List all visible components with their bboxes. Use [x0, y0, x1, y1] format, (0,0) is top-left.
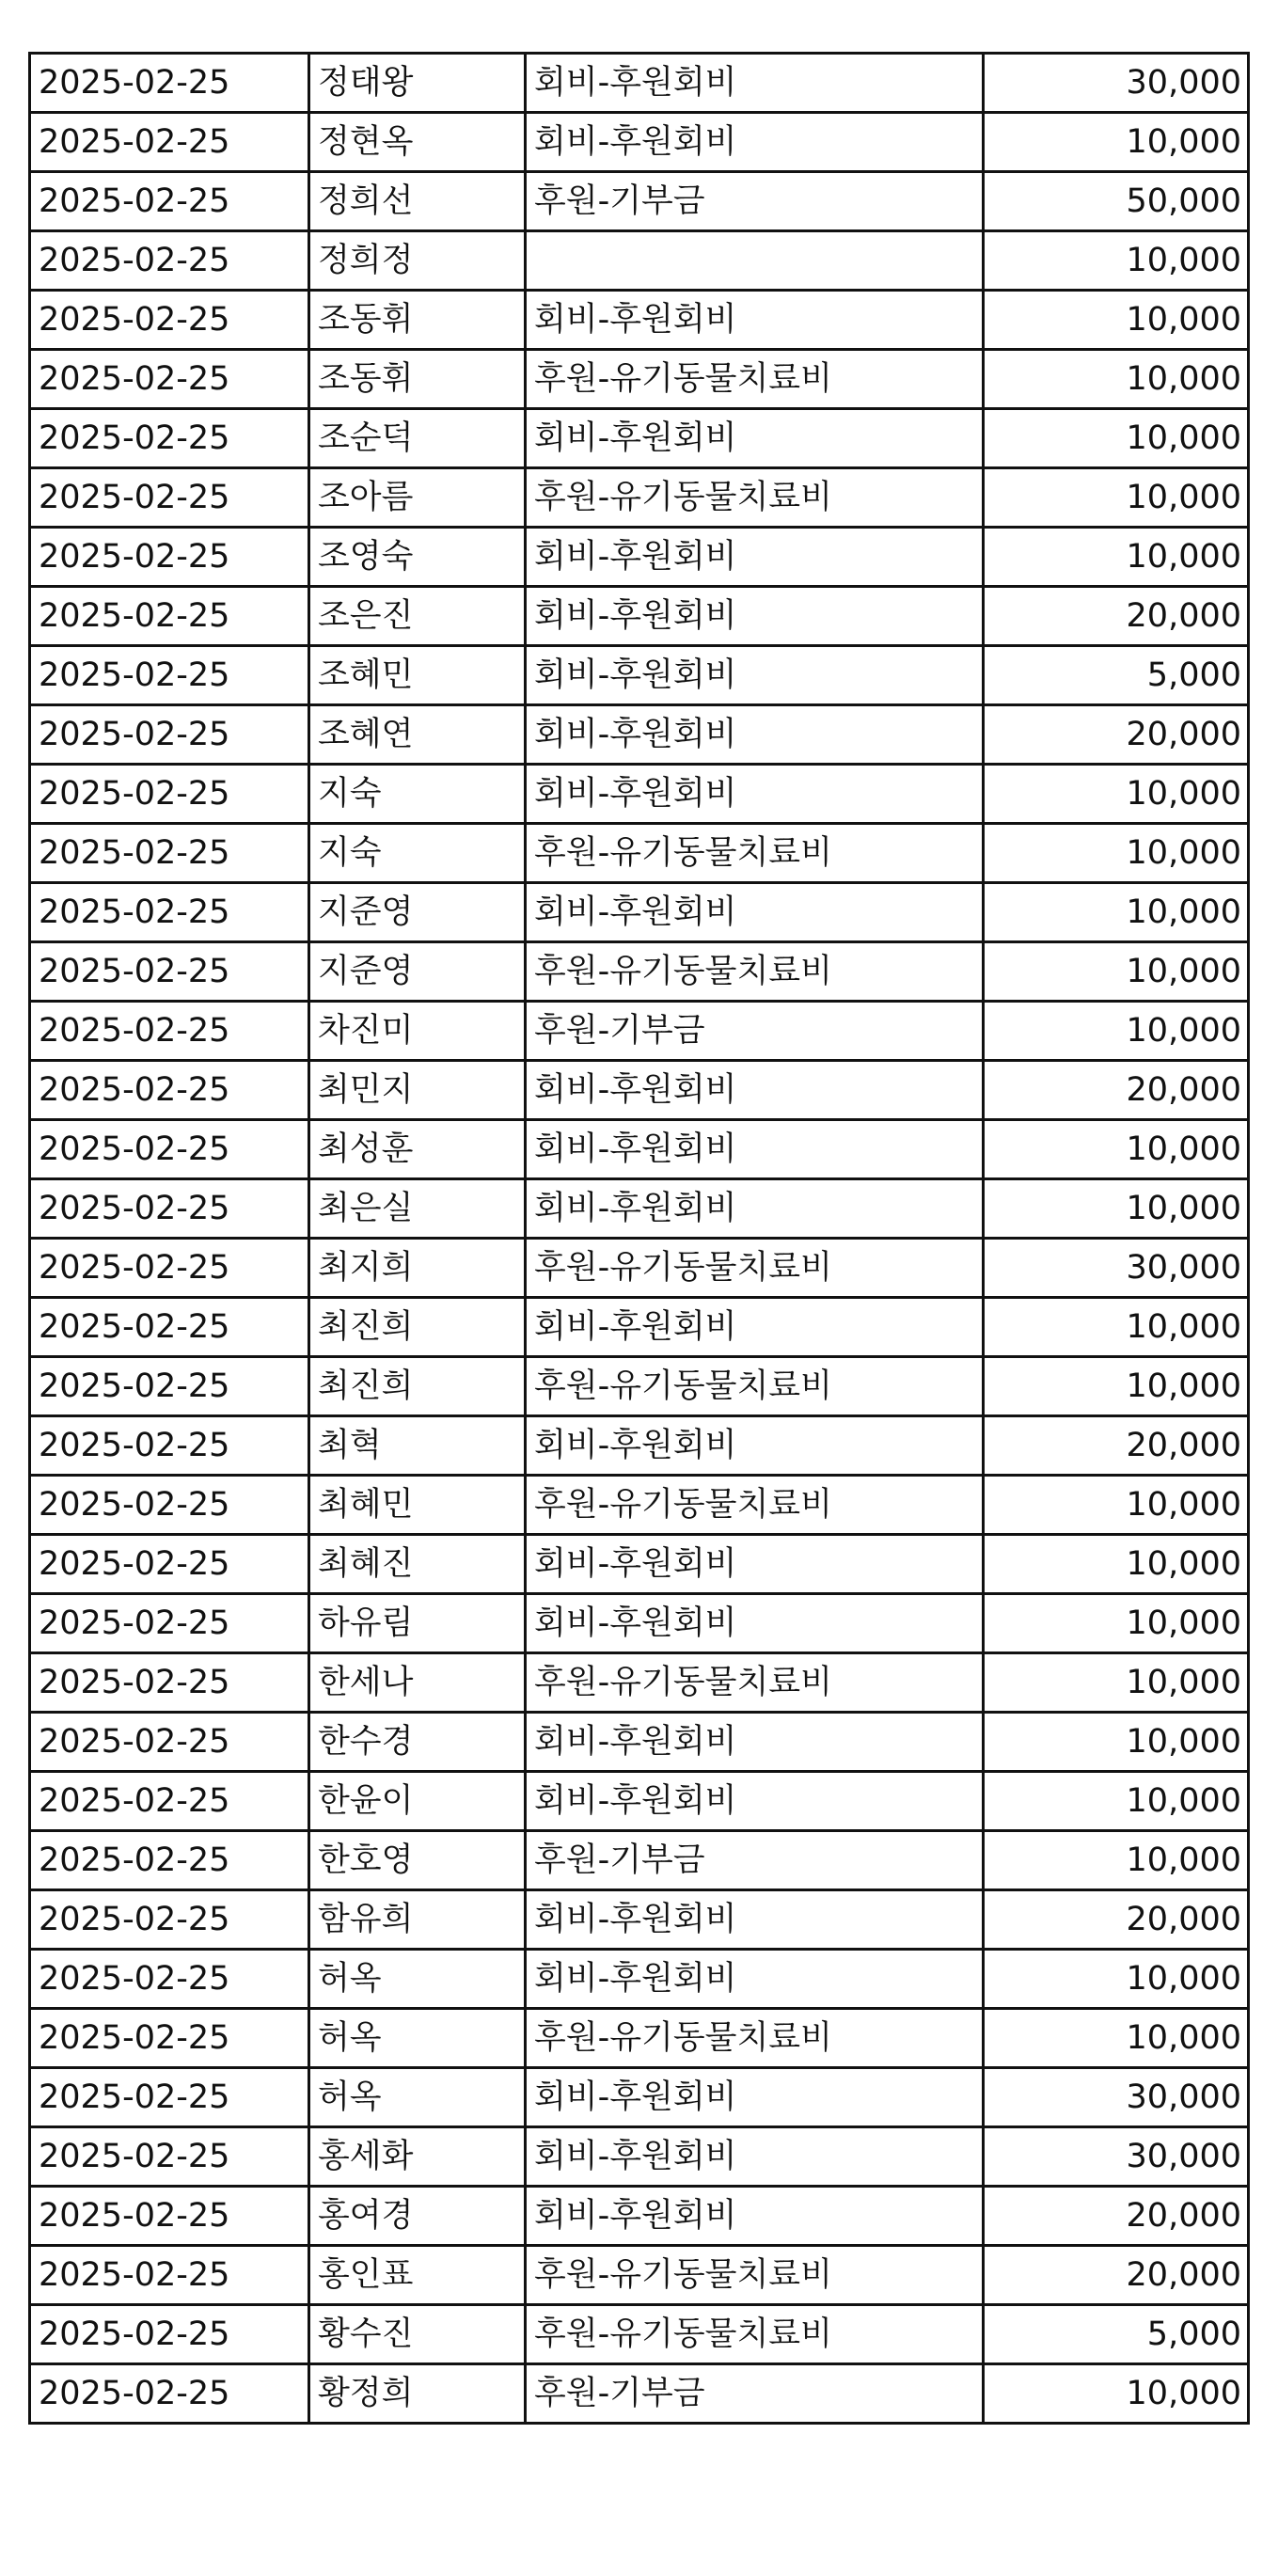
category-cell: 회비-후원회비	[526, 1772, 984, 1831]
date-cell: 2025-02-25	[30, 409, 309, 468]
name-cell: 조혜민	[309, 646, 526, 705]
amount-cell: 10,000	[984, 942, 1249, 1002]
amount-cell: 10,000	[984, 1535, 1249, 1594]
category-cell: 후원-유기동물치료비	[526, 2305, 984, 2364]
category-cell: 후원-유기동물치료비	[526, 2246, 984, 2305]
name-cell: 한윤이	[309, 1772, 526, 1831]
name-cell: 하유림	[309, 1594, 526, 1653]
date-cell: 2025-02-25	[30, 1002, 309, 1061]
category-cell: 회비-후원회비	[526, 883, 984, 942]
date-cell: 2025-02-25	[30, 1713, 309, 1772]
category-cell: 회비-후원회비	[526, 1594, 984, 1653]
amount-cell: 10,000	[984, 113, 1249, 172]
category-cell: 회비-후원회비	[526, 1535, 984, 1594]
name-cell: 홍인표	[309, 2246, 526, 2305]
amount-cell: 10,000	[984, 1594, 1249, 1653]
category-cell: 회비-후원회비	[526, 1061, 984, 1120]
date-cell: 2025-02-25	[30, 231, 309, 291]
date-cell: 2025-02-25	[30, 1061, 309, 1120]
date-cell: 2025-02-25	[30, 1950, 309, 2009]
table-row	[30, 1476, 1249, 1535]
table-row	[30, 1653, 1249, 1713]
amount-cell: 20,000	[984, 2246, 1249, 2305]
name-cell: 최지희	[309, 1239, 526, 1298]
amount-cell: 10,000	[984, 1357, 1249, 1416]
date-cell: 2025-02-25	[30, 1653, 309, 1713]
name-cell: 최혜진	[309, 1535, 526, 1594]
name-cell: 조영숙	[309, 528, 526, 587]
date-cell: 2025-02-25	[30, 2127, 309, 2187]
table-row	[30, 54, 1249, 113]
name-cell: 조동휘	[309, 350, 526, 409]
table-row	[30, 528, 1249, 587]
date-cell: 2025-02-25	[30, 350, 309, 409]
category-cell: 회비-후원회비	[526, 705, 984, 765]
date-cell: 2025-02-25	[30, 1890, 309, 1950]
category-cell: 회비-후원회비	[526, 587, 984, 646]
category-cell: 후원-유기동물치료비	[526, 1239, 984, 1298]
date-cell: 2025-02-25	[30, 291, 309, 350]
name-cell: 지숙	[309, 824, 526, 883]
table-row	[30, 883, 1249, 942]
name-cell: 최진희	[309, 1298, 526, 1357]
amount-cell: 10,000	[984, 765, 1249, 824]
amount-cell: 10,000	[984, 528, 1249, 587]
category-cell: 후원-유기동물치료비	[526, 2009, 984, 2068]
table-row	[30, 1831, 1249, 1890]
table-row	[30, 1239, 1249, 1298]
category-cell: 회비-후원회비	[526, 528, 984, 587]
date-cell: 2025-02-25	[30, 1239, 309, 1298]
category-cell: 회비-후원회비	[526, 1416, 984, 1476]
amount-cell: 10,000	[984, 1298, 1249, 1357]
date-cell: 2025-02-25	[30, 1298, 309, 1357]
category-cell	[526, 231, 984, 291]
amount-cell: 10,000	[984, 824, 1249, 883]
name-cell: 조은진	[309, 587, 526, 646]
table-row	[30, 468, 1249, 528]
category-cell: 회비-후원회비	[526, 1179, 984, 1239]
category-cell: 회비-후원회비	[526, 409, 984, 468]
amount-cell: 10,000	[984, 1476, 1249, 1535]
category-cell: 회비-후원회비	[526, 54, 984, 113]
name-cell: 조아름	[309, 468, 526, 528]
category-cell: 회비-후원회비	[526, 1890, 984, 1950]
date-cell: 2025-02-25	[30, 2305, 309, 2364]
date-cell: 2025-02-25	[30, 2187, 309, 2246]
amount-cell: 20,000	[984, 1890, 1249, 1950]
category-cell: 후원-기부금	[526, 1002, 984, 1061]
name-cell: 최성훈	[309, 1120, 526, 1179]
date-cell: 2025-02-25	[30, 2009, 309, 2068]
date-cell: 2025-02-25	[30, 2246, 309, 2305]
date-cell: 2025-02-25	[30, 883, 309, 942]
table-row	[30, 1002, 1249, 1061]
table-row	[30, 1120, 1249, 1179]
name-cell: 황수진	[309, 2305, 526, 2364]
table-row	[30, 1950, 1249, 2009]
category-cell: 회비-후원회비	[526, 113, 984, 172]
category-cell: 회비-후원회비	[526, 1950, 984, 2009]
name-cell: 지준영	[309, 942, 526, 1002]
donation-ledger-table	[28, 52, 1250, 2425]
table-row	[30, 2187, 1249, 2246]
date-cell: 2025-02-25	[30, 1594, 309, 1653]
category-cell: 회비-후원회비	[526, 765, 984, 824]
amount-cell: 10,000	[984, 1179, 1249, 1239]
name-cell: 홍여경	[309, 2187, 526, 2246]
date-cell: 2025-02-25	[30, 2068, 309, 2127]
amount-cell: 10,000	[984, 1653, 1249, 1713]
table-row	[30, 231, 1249, 291]
name-cell: 허옥	[309, 2009, 526, 2068]
name-cell: 정태왕	[309, 54, 526, 113]
category-cell: 후원-유기동물치료비	[526, 1476, 984, 1535]
amount-cell: 10,000	[984, 1713, 1249, 1772]
category-cell: 후원-유기동물치료비	[526, 942, 984, 1002]
amount-cell: 10,000	[984, 1120, 1249, 1179]
category-cell: 후원-기부금	[526, 1831, 984, 1890]
category-cell: 후원-기부금	[526, 2364, 984, 2424]
date-cell: 2025-02-25	[30, 646, 309, 705]
table-row	[30, 2068, 1249, 2127]
name-cell: 최민지	[309, 1061, 526, 1120]
amount-cell: 10,000	[984, 883, 1249, 942]
amount-cell: 20,000	[984, 705, 1249, 765]
amount-cell: 10,000	[984, 1772, 1249, 1831]
category-cell: 회비-후원회비	[526, 291, 984, 350]
amount-cell: 10,000	[984, 291, 1249, 350]
name-cell: 최은실	[309, 1179, 526, 1239]
table-row	[30, 2305, 1249, 2364]
date-cell: 2025-02-25	[30, 1772, 309, 1831]
category-cell: 후원-유기동물치료비	[526, 824, 984, 883]
date-cell: 2025-02-25	[30, 113, 309, 172]
name-cell: 황정희	[309, 2364, 526, 2424]
table-row	[30, 2364, 1249, 2424]
date-cell: 2025-02-25	[30, 942, 309, 1002]
category-cell: 후원-유기동물치료비	[526, 468, 984, 528]
category-cell: 후원-유기동물치료비	[526, 1357, 984, 1416]
category-cell: 후원-유기동물치료비	[526, 1653, 984, 1713]
category-cell: 후원-유기동물치료비	[526, 350, 984, 409]
date-cell: 2025-02-25	[30, 468, 309, 528]
table-row	[30, 1535, 1249, 1594]
amount-cell: 10,000	[984, 468, 1249, 528]
name-cell: 한수경	[309, 1713, 526, 1772]
date-cell: 2025-02-25	[30, 1535, 309, 1594]
amount-cell: 10,000	[984, 409, 1249, 468]
name-cell: 한호영	[309, 1831, 526, 1890]
category-cell: 회비-후원회비	[526, 1120, 984, 1179]
date-cell: 2025-02-25	[30, 172, 309, 231]
table-row	[30, 1298, 1249, 1357]
table-row	[30, 2009, 1249, 2068]
category-cell: 회비-후원회비	[526, 1713, 984, 1772]
category-cell: 회비-후원회비	[526, 2187, 984, 2246]
table-row	[30, 765, 1249, 824]
amount-cell: 20,000	[984, 1416, 1249, 1476]
table-row	[30, 1416, 1249, 1476]
amount-cell: 10,000	[984, 350, 1249, 409]
amount-cell: 30,000	[984, 2127, 1249, 2187]
date-cell: 2025-02-25	[30, 705, 309, 765]
name-cell: 최진희	[309, 1357, 526, 1416]
table-row	[30, 2246, 1249, 2305]
category-cell: 회비-후원회비	[526, 2068, 984, 2127]
amount-cell: 5,000	[984, 646, 1249, 705]
name-cell: 홍세화	[309, 2127, 526, 2187]
date-cell: 2025-02-25	[30, 54, 309, 113]
table-row	[30, 646, 1249, 705]
table-row	[30, 409, 1249, 468]
amount-cell: 20,000	[984, 1061, 1249, 1120]
name-cell: 최혜민	[309, 1476, 526, 1535]
ledger-table-body	[30, 54, 1249, 2424]
table-row	[30, 824, 1249, 883]
date-cell: 2025-02-25	[30, 824, 309, 883]
amount-cell: 10,000	[984, 231, 1249, 291]
name-cell: 지숙	[309, 765, 526, 824]
table-row	[30, 1890, 1249, 1950]
table-row	[30, 113, 1249, 172]
date-cell: 2025-02-25	[30, 1357, 309, 1416]
table-row	[30, 1713, 1249, 1772]
date-cell: 2025-02-25	[30, 1831, 309, 1890]
amount-cell: 20,000	[984, 587, 1249, 646]
name-cell: 정현옥	[309, 113, 526, 172]
amount-cell: 30,000	[984, 54, 1249, 113]
category-cell: 회비-후원회비	[526, 646, 984, 705]
table-row	[30, 587, 1249, 646]
amount-cell: 10,000	[984, 2009, 1249, 2068]
amount-cell: 10,000	[984, 1950, 1249, 2009]
date-cell: 2025-02-25	[30, 1120, 309, 1179]
date-cell: 2025-02-25	[30, 1476, 309, 1535]
name-cell: 허옥	[309, 2068, 526, 2127]
table-row	[30, 1594, 1249, 1653]
name-cell: 차진미	[309, 1002, 526, 1061]
table-row	[30, 942, 1249, 1002]
name-cell: 한세나	[309, 1653, 526, 1713]
table-row	[30, 350, 1249, 409]
name-cell: 허옥	[309, 1950, 526, 2009]
table-row	[30, 1179, 1249, 1239]
table-row	[30, 2127, 1249, 2187]
date-cell: 2025-02-25	[30, 528, 309, 587]
name-cell: 최혁	[309, 1416, 526, 1476]
table-row	[30, 1061, 1249, 1120]
date-cell: 2025-02-25	[30, 1179, 309, 1239]
date-cell: 2025-02-25	[30, 765, 309, 824]
name-cell: 정희선	[309, 172, 526, 231]
amount-cell: 20,000	[984, 2187, 1249, 2246]
name-cell: 지준영	[309, 883, 526, 942]
date-cell: 2025-02-25	[30, 587, 309, 646]
table-row	[30, 1772, 1249, 1831]
amount-cell: 30,000	[984, 1239, 1249, 1298]
category-cell: 회비-후원회비	[526, 1298, 984, 1357]
amount-cell: 50,000	[984, 172, 1249, 231]
table-row	[30, 172, 1249, 231]
category-cell: 회비-후원회비	[526, 2127, 984, 2187]
amount-cell: 10,000	[984, 2364, 1249, 2424]
amount-cell: 30,000	[984, 2068, 1249, 2127]
name-cell: 조동휘	[309, 291, 526, 350]
table-row	[30, 1357, 1249, 1416]
amount-cell: 5,000	[984, 2305, 1249, 2364]
name-cell: 정희정	[309, 231, 526, 291]
amount-cell: 10,000	[984, 1831, 1249, 1890]
amount-cell: 10,000	[984, 1002, 1249, 1061]
name-cell: 조순덕	[309, 409, 526, 468]
category-cell: 후원-기부금	[526, 172, 984, 231]
table-row	[30, 705, 1249, 765]
date-cell: 2025-02-25	[30, 1416, 309, 1476]
table-row	[30, 291, 1249, 350]
name-cell: 함유희	[309, 1890, 526, 1950]
date-cell: 2025-02-25	[30, 2364, 309, 2424]
name-cell: 조혜연	[309, 705, 526, 765]
